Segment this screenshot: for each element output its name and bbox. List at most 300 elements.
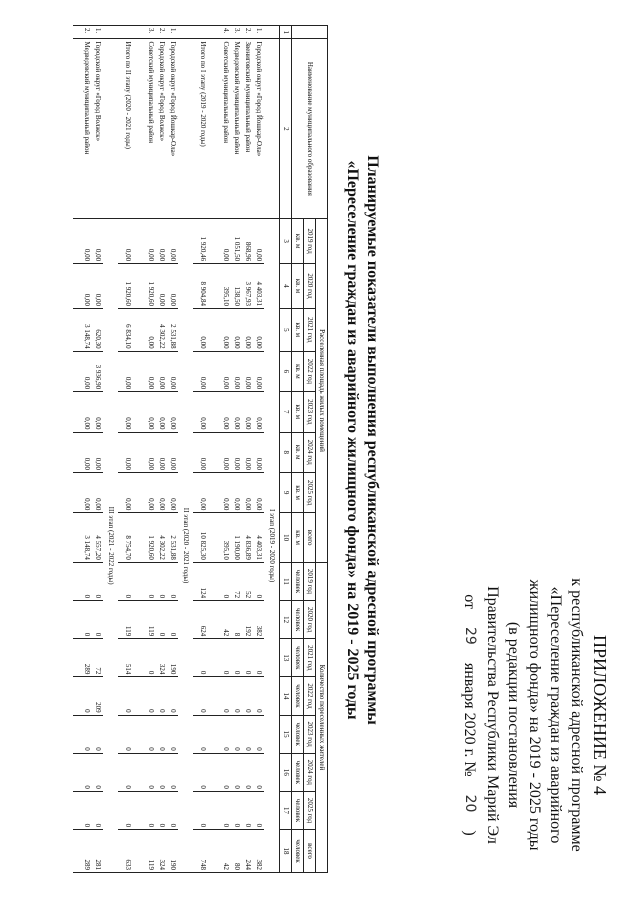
row-people-value: 0 bbox=[193, 639, 212, 677]
row-area-value: 0,00 bbox=[92, 264, 103, 309]
row-people-value: 52 bbox=[242, 562, 253, 600]
row-area-value: 0,00 bbox=[118, 219, 137, 264]
row-people-value: 42 bbox=[220, 830, 231, 873]
appendix-date bbox=[459, 555, 480, 875]
spacer-cell bbox=[73, 601, 81, 639]
column-number: 14 bbox=[280, 677, 292, 715]
row-people-value: 0 bbox=[253, 639, 264, 677]
row-area-value: 1 920,60 bbox=[145, 264, 156, 309]
row-people-value: 0 bbox=[220, 753, 231, 791]
spacer-cell bbox=[137, 392, 145, 432]
spacer-cell bbox=[137, 513, 145, 563]
spacer-cell bbox=[212, 472, 220, 512]
table-row bbox=[156, 26, 167, 873]
row-people-value: 8 bbox=[231, 601, 242, 639]
spacer-cell bbox=[212, 601, 220, 639]
row-area-value: 0,00 bbox=[193, 392, 212, 432]
stage-row bbox=[103, 26, 118, 873]
row-people-value: 0 bbox=[167, 715, 178, 753]
row-people-value: 190 bbox=[167, 639, 178, 677]
row-people-value: 0 bbox=[156, 562, 167, 600]
row-area-value: 0,00 bbox=[156, 264, 167, 309]
spacer-cell bbox=[137, 830, 145, 873]
row-area-value: 0,00 bbox=[118, 472, 137, 512]
row-people-value: 209 bbox=[92, 677, 103, 715]
row-area-value: 868,96 bbox=[242, 219, 253, 264]
spacer-cell bbox=[212, 309, 220, 352]
stage-label: III этап (2021 - 2022 годы) bbox=[103, 219, 118, 873]
column-number: 13 bbox=[280, 639, 292, 677]
row-area-value: 3 936,90 bbox=[92, 351, 103, 391]
row-people-value: 244 bbox=[242, 830, 253, 873]
header-year: 2024 год bbox=[304, 432, 316, 472]
row-area-value: 0,00 bbox=[220, 392, 231, 432]
row-number bbox=[193, 26, 212, 39]
row-people-value: 0 bbox=[81, 791, 92, 829]
spacer-cell bbox=[73, 264, 81, 309]
spacer-cell bbox=[137, 639, 145, 677]
row-people-value: 0 bbox=[231, 791, 242, 829]
row-area-value: 4 302,22 bbox=[156, 513, 167, 563]
row-people-value: 514 bbox=[118, 639, 137, 677]
row-people-value: 0 bbox=[92, 715, 103, 753]
stage-number bbox=[178, 26, 193, 39]
row-people-value: 42 bbox=[220, 601, 231, 639]
spacer-cell bbox=[212, 715, 220, 753]
row-municipality: Городской округ «Город Волжск» bbox=[156, 39, 167, 219]
row-area-value: 0,00 bbox=[220, 432, 231, 472]
header-year: 2020 год bbox=[304, 264, 316, 309]
date-number: 20 bbox=[462, 794, 478, 813]
indicators-table bbox=[73, 25, 328, 873]
row-area-value: 0,00 bbox=[193, 351, 212, 391]
row-area-value: 0,00 bbox=[156, 472, 167, 512]
header-unit: кв. м bbox=[292, 351, 304, 391]
row-area-value: 0,00 bbox=[167, 392, 178, 432]
row-people-value: 281 bbox=[92, 830, 103, 873]
row-people-value: 0 bbox=[242, 791, 253, 829]
spacer-cell bbox=[137, 677, 145, 715]
column-number: 6 bbox=[280, 351, 292, 391]
column-number: 8 bbox=[280, 432, 292, 472]
row-people-value: 289 bbox=[81, 830, 92, 873]
row-area-value: 1 920,46 bbox=[193, 219, 212, 264]
row-number: 1. bbox=[253, 26, 264, 39]
appendix-line: жилищного фонда» на 2019 - 2025 годы bbox=[526, 579, 543, 851]
row-area-value: 6 834,10 bbox=[118, 309, 137, 352]
header-year: 2022 год bbox=[304, 351, 316, 391]
header-unit: кв. м bbox=[292, 432, 304, 472]
row-area-value: 0,00 bbox=[92, 472, 103, 512]
row-number: 2. bbox=[156, 26, 167, 39]
spacer-cell bbox=[212, 677, 220, 715]
row-area-value: 0,00 bbox=[167, 472, 178, 512]
row-area-value: 0,00 bbox=[167, 351, 178, 391]
row-area-value: 0,00 bbox=[145, 219, 156, 264]
table-row bbox=[231, 26, 242, 873]
row-area-value: 0,00 bbox=[193, 309, 212, 352]
row-area-value: 8 904,84 bbox=[193, 264, 212, 309]
row-area-value: 0,00 bbox=[156, 392, 167, 432]
spacer-cell bbox=[137, 26, 145, 39]
spacer-row bbox=[212, 26, 220, 873]
header-year: 2022 год bbox=[304, 677, 316, 715]
row-area-value: 0,00 bbox=[220, 351, 231, 391]
row-people-value: 72 bbox=[92, 639, 103, 677]
row-people-value: 0 bbox=[81, 601, 92, 639]
spacer-cell bbox=[137, 791, 145, 829]
header-year: 2021 год bbox=[304, 309, 316, 352]
spacer-cell bbox=[73, 392, 81, 432]
column-number: 18 bbox=[280, 830, 292, 873]
spacer-cell bbox=[137, 309, 145, 352]
row-area-value: 0,00 bbox=[92, 432, 103, 472]
header-unit: кв. м bbox=[292, 264, 304, 309]
row-area-value: 0,00 bbox=[81, 219, 92, 264]
row-area-value: 0,00 bbox=[231, 309, 242, 352]
row-area-value: 0,00 bbox=[253, 472, 264, 512]
column-number: 2 bbox=[280, 39, 292, 219]
appendix-line: «Переселение граждан из аварийного bbox=[547, 586, 564, 844]
row-people-value: 0 bbox=[193, 677, 212, 715]
row-people-value: 0 bbox=[81, 677, 92, 715]
row-municipality: Звениговский муниципальный район bbox=[242, 39, 253, 219]
stage-row bbox=[264, 26, 280, 873]
spacer-cell bbox=[212, 562, 220, 600]
row-people-value: 0 bbox=[193, 715, 212, 753]
header-unit: кв. м bbox=[292, 472, 304, 512]
row-area-value: 0,00 bbox=[242, 309, 253, 352]
table-row bbox=[220, 26, 231, 873]
row-area-value: 1 920,60 bbox=[145, 513, 156, 563]
column-number: 3 bbox=[280, 219, 292, 264]
row-area-value: 395,10 bbox=[220, 264, 231, 309]
row-area-value: 0,00 bbox=[242, 351, 253, 391]
row-number: 3. bbox=[231, 26, 242, 39]
row-people-value: 0 bbox=[167, 753, 178, 791]
row-people-value: 0 bbox=[193, 791, 212, 829]
row-people-value: 0 bbox=[118, 753, 137, 791]
row-number bbox=[118, 26, 137, 39]
row-area-value: 0,00 bbox=[145, 392, 156, 432]
header-unit: кв. м bbox=[292, 513, 304, 563]
spacer-cell bbox=[73, 26, 81, 39]
header-year: 2019 год bbox=[304, 219, 316, 264]
date-close: ) bbox=[461, 830, 478, 836]
spacer-cell bbox=[73, 791, 81, 829]
row-municipality: Советский муниципальный район bbox=[220, 39, 231, 219]
row-area-value: 0,00 bbox=[145, 351, 156, 391]
spacer-cell bbox=[212, 830, 220, 873]
row-area-value: 1 920,60 bbox=[118, 264, 137, 309]
header-unit: кв. м bbox=[292, 392, 304, 432]
header-total: всего bbox=[304, 830, 316, 873]
row-people-value: 0 bbox=[92, 562, 103, 600]
spacer-cell bbox=[212, 513, 220, 563]
column-number: 4 bbox=[280, 264, 292, 309]
row-people-value: 382 bbox=[253, 830, 264, 873]
row-people-value: 0 bbox=[145, 715, 156, 753]
spacer-cell bbox=[137, 432, 145, 472]
stage-label: II этап (2020 - 2021 годы) bbox=[178, 219, 193, 873]
header-year: 2023 год bbox=[304, 715, 316, 753]
row-people-value: 0 bbox=[145, 753, 156, 791]
row-people-value: 0 bbox=[253, 791, 264, 829]
row-people-value: 0 bbox=[253, 677, 264, 715]
spacer-cell bbox=[137, 264, 145, 309]
row-municipality: Итого по I этапу (2019 - 2020 годы) bbox=[193, 39, 212, 219]
row-number: 1. bbox=[167, 26, 178, 39]
row-area-value: 0,00 bbox=[220, 219, 231, 264]
row-municipality: Городской округ «Город Йошкар-Ола» bbox=[253, 39, 264, 219]
spacer-row bbox=[137, 26, 145, 873]
spacer-cell bbox=[137, 601, 145, 639]
row-people-value: 0 bbox=[156, 601, 167, 639]
header-unit: кв. м bbox=[292, 309, 304, 352]
row-area-value: 0,00 bbox=[242, 392, 253, 432]
spacer-cell bbox=[137, 562, 145, 600]
row-area-value: 0,00 bbox=[253, 392, 264, 432]
header-unit: человек bbox=[292, 601, 304, 639]
row-people-value: 0 bbox=[242, 753, 253, 791]
row-area-value: 0,00 bbox=[81, 432, 92, 472]
row-municipality: Городской округ «Город Йошкар-Ола» bbox=[167, 39, 178, 219]
row-people-value: 119 bbox=[145, 601, 156, 639]
spacer-cell bbox=[73, 830, 81, 873]
row-area-value: 0,00 bbox=[253, 432, 264, 472]
header-year: 2023 год bbox=[304, 392, 316, 432]
row-people-value: 0 bbox=[118, 677, 137, 715]
appendix-line: Правительства Республики Марий Эл bbox=[484, 586, 501, 844]
row-area-value: 3 148,74 bbox=[81, 309, 92, 352]
row-municipality: Медведевский муниципальный район bbox=[231, 39, 242, 219]
row-area-value: 0,00 bbox=[253, 351, 264, 391]
appendix-line: (в редакции постановления bbox=[505, 621, 522, 809]
row-people-value: 192 bbox=[242, 601, 253, 639]
row-municipality: Медведевский муниципальный район bbox=[81, 39, 92, 219]
spacer-cell bbox=[137, 715, 145, 753]
row-area-value: 4 836,89 bbox=[242, 513, 253, 563]
column-number: 16 bbox=[280, 753, 292, 791]
header-unit: человек bbox=[292, 639, 304, 677]
row-people-value: 0 bbox=[145, 677, 156, 715]
row-area-value: 0,00 bbox=[92, 219, 103, 264]
row-area-value: 1 190,00 bbox=[231, 513, 242, 563]
spacer-cell bbox=[73, 351, 81, 391]
row-area-value: 0,00 bbox=[118, 432, 137, 472]
row-area-value: 4 302,22 bbox=[156, 309, 167, 352]
row-people-value: 0 bbox=[118, 562, 137, 600]
row-people-value: 0 bbox=[118, 791, 137, 829]
row-area-value: 0,00 bbox=[231, 472, 242, 512]
total-row bbox=[118, 26, 137, 873]
spacer-cell bbox=[73, 562, 81, 600]
document-title-line: «Переселение граждан из аварийного жилищного фонда» на 2019 - 2025 годы bbox=[344, 160, 361, 720]
header-unit: человек bbox=[292, 562, 304, 600]
stage-name bbox=[264, 39, 280, 219]
row-area-value: 2 531,88 bbox=[167, 513, 178, 563]
row-area-value: 0,00 bbox=[167, 264, 178, 309]
row-area-value: 4 403,31 bbox=[253, 513, 264, 563]
row-people-value: 0 bbox=[253, 715, 264, 753]
spacer-cell bbox=[212, 392, 220, 432]
row-people-value: 0 bbox=[92, 601, 103, 639]
row-people-value: 0 bbox=[220, 677, 231, 715]
stage-number bbox=[103, 26, 118, 39]
spacer-cell bbox=[73, 753, 81, 791]
table-row bbox=[92, 26, 103, 873]
row-area-value: 0,00 bbox=[193, 472, 212, 512]
spacer-cell bbox=[73, 432, 81, 472]
row-people-value: 0 bbox=[242, 639, 253, 677]
column-number: 1 bbox=[280, 26, 292, 39]
row-area-value: 0,00 bbox=[81, 392, 92, 432]
row-area-value: 0,00 bbox=[92, 392, 103, 432]
appendix-line: к республиканской адресной программе bbox=[568, 578, 585, 852]
row-people-value: 0 bbox=[81, 715, 92, 753]
spacer-cell bbox=[212, 432, 220, 472]
header-year: 2025 год bbox=[304, 472, 316, 512]
row-people-value: 0 bbox=[242, 715, 253, 753]
spacer-cell bbox=[137, 39, 145, 219]
column-number: 7 bbox=[280, 392, 292, 432]
row-area-value: 3 148,74 bbox=[81, 513, 92, 563]
spacer-cell bbox=[73, 309, 81, 352]
row-people-value: 119 bbox=[118, 601, 137, 639]
row-people-value: 0 bbox=[231, 715, 242, 753]
row-people-value: 0 bbox=[167, 791, 178, 829]
row-area-value: 8 754,70 bbox=[118, 513, 137, 563]
row-people-value: 0 bbox=[253, 753, 264, 791]
row-people-value: 0 bbox=[118, 715, 137, 753]
spacer-cell bbox=[212, 26, 220, 39]
row-people-value: 748 bbox=[193, 830, 212, 873]
header-year: 2019 год bbox=[304, 562, 316, 600]
row-people-value: 0 bbox=[156, 715, 167, 753]
row-people-value: 0 bbox=[81, 562, 92, 600]
row-area-value: 0,00 bbox=[81, 264, 92, 309]
table-row bbox=[167, 26, 178, 873]
row-people-value: 0 bbox=[145, 639, 156, 677]
row-people-value: 0 bbox=[220, 639, 231, 677]
spacer-cell bbox=[73, 639, 81, 677]
row-people-value: 633 bbox=[118, 830, 137, 873]
row-people-value: 190 bbox=[167, 830, 178, 873]
table-row bbox=[242, 26, 253, 873]
date-prefix: от bbox=[461, 594, 478, 610]
row-people-value: 0 bbox=[242, 677, 253, 715]
row-area-value: 0,00 bbox=[231, 351, 242, 391]
row-people-value: 0 bbox=[231, 677, 242, 715]
row-number: 2. bbox=[81, 26, 92, 39]
row-municipality: Итого по II этапу (2020 - 2021 годы) bbox=[118, 39, 137, 219]
row-people-value: 119 bbox=[145, 830, 156, 873]
row-area-value: 395,10 bbox=[220, 513, 231, 563]
header-unit: человек bbox=[292, 715, 304, 753]
row-area-value: 0,00 bbox=[242, 472, 253, 512]
row-municipality: Советский муниципальный район bbox=[145, 39, 156, 219]
appendix-header bbox=[459, 555, 610, 875]
spacer-cell bbox=[73, 715, 81, 753]
spacer-cell bbox=[137, 351, 145, 391]
header-unit: человек bbox=[292, 677, 304, 715]
row-people-value: 382 bbox=[253, 601, 264, 639]
spacer-cell bbox=[212, 264, 220, 309]
appendix-title: ПРИЛОЖЕНИЕ № 4 bbox=[590, 634, 610, 796]
stage-name bbox=[103, 39, 118, 219]
row-people-value: 0 bbox=[220, 715, 231, 753]
row-number: 1. bbox=[92, 26, 103, 39]
row-area-value: 0,00 bbox=[193, 432, 212, 472]
column-number: 15 bbox=[280, 715, 292, 753]
spacer-cell bbox=[212, 39, 220, 219]
row-people-value: 0 bbox=[145, 562, 156, 600]
row-area-value: 0,00 bbox=[231, 432, 242, 472]
table-row bbox=[253, 26, 264, 873]
spacer-cell bbox=[137, 472, 145, 512]
row-people-value: 80 bbox=[231, 830, 242, 873]
row-number: 4. bbox=[220, 26, 231, 39]
row-area-value: 3 967,93 bbox=[242, 264, 253, 309]
row-people-value: 72 bbox=[231, 562, 242, 600]
row-municipality: Городской округ «Город Волжск» bbox=[92, 39, 103, 219]
column-number: 12 bbox=[280, 601, 292, 639]
row-area-value: 0,00 bbox=[231, 392, 242, 432]
spacer-cell bbox=[212, 639, 220, 677]
row-area-value: 0,00 bbox=[145, 309, 156, 352]
stage-label: I этап (2019 - 2020 годы) bbox=[264, 219, 280, 873]
spacer-cell bbox=[73, 677, 81, 715]
header-unit: человек bbox=[292, 830, 304, 873]
header-people-group: Количество переселенных жителей bbox=[316, 562, 328, 872]
row-people-value: 0 bbox=[92, 791, 103, 829]
header-unit: человек bbox=[292, 791, 304, 829]
total-row bbox=[193, 26, 212, 873]
row-area-value: 0,00 bbox=[81, 351, 92, 391]
row-people-value: 289 bbox=[81, 639, 92, 677]
row-people-value: 0 bbox=[220, 791, 231, 829]
row-area-value: 4 403,31 bbox=[253, 264, 264, 309]
spacer-cell bbox=[137, 753, 145, 791]
row-area-value: 0,00 bbox=[81, 472, 92, 512]
row-people-value: 0 bbox=[156, 677, 167, 715]
document-title-line: Планируемые показатели выполнения республиканской адресной программы bbox=[364, 155, 381, 725]
row-people-value: 0 bbox=[145, 791, 156, 829]
header-municipality: Наименование муниципального образования bbox=[292, 39, 328, 219]
header-number bbox=[292, 26, 328, 39]
date-rest: января 2020 г. № bbox=[461, 662, 478, 777]
row-number: 2. bbox=[242, 26, 253, 39]
column-number: 10 bbox=[280, 513, 292, 563]
header-year: 2021 год bbox=[304, 639, 316, 677]
row-area-value: 0,00 bbox=[156, 219, 167, 264]
row-people-value: 0 bbox=[253, 562, 264, 600]
stage-number bbox=[264, 26, 280, 39]
row-people-value: 0 bbox=[156, 753, 167, 791]
row-people-value: 124 bbox=[193, 562, 212, 600]
row-area-value: 0,00 bbox=[156, 351, 167, 391]
column-number: 17 bbox=[280, 791, 292, 829]
spacer-cell bbox=[73, 472, 81, 512]
spacer-cell bbox=[137, 219, 145, 264]
row-area-value: 0,00 bbox=[156, 432, 167, 472]
header-year: 2025 год bbox=[304, 791, 316, 829]
table-row bbox=[145, 26, 156, 873]
header-year: 2024 год bbox=[304, 753, 316, 791]
row-area-value: 0,00 bbox=[220, 472, 231, 512]
row-people-value: 0 bbox=[92, 753, 103, 791]
spacer-cell bbox=[212, 753, 220, 791]
